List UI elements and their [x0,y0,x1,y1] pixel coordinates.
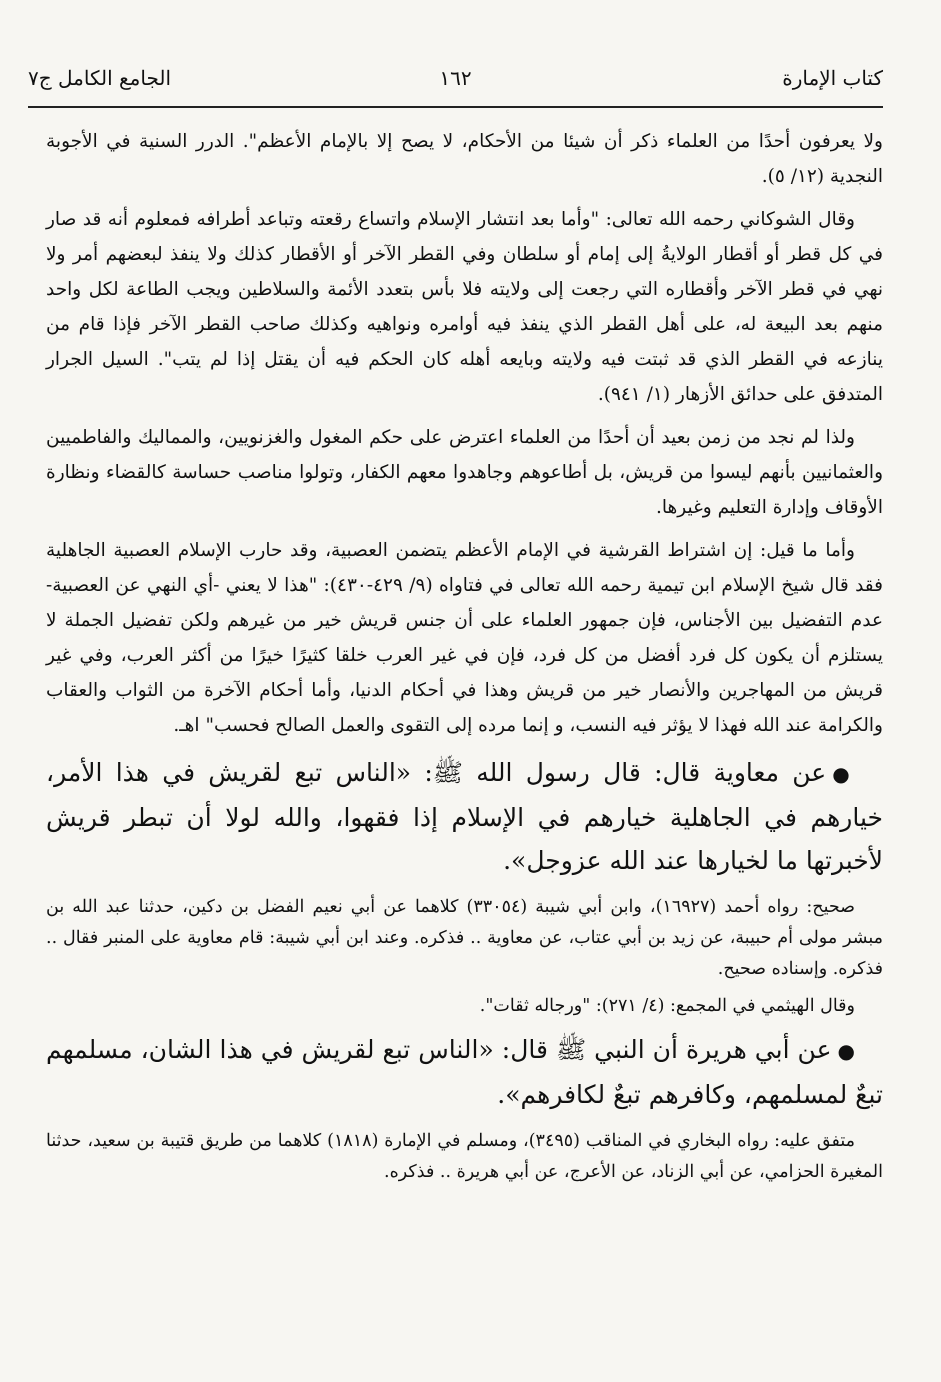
page-header [28,58,883,104]
hadith-1-text: عن معاوية قال: قال رسول الله ﷺ: «الناس تبع لقريش في هذا الأمر، خيارهم في الجاهلية خيارهم في الإسلام إذا فقهوا، والله لولا أن تبطر قريش لأخبرتها ما لخيارها عند الله عزوجل». [46,758,883,875]
header-rule [28,106,883,108]
book-title: كتاب الإمارة [782,66,883,90]
page-body [46,124,883,1194]
paragraph-3: ولذا لم نجد من زمن بعيد أن أحدًا من العلماء اعترض على حكم المغول والغزنويين، والمماليك والفاطميين والعثمانيين بأنهم ليسوا من قريش، بل أطاعوهم وجاهدوا معهم الكفار، وتولوا مناصب حساسة كالقضاء ونظارة الأوقاف وإدارة التعليم وغيرها. [46,427,883,518]
volume-title: الجامع الكامل ج٧ [28,66,172,90]
takhrij-2: متفق عليه: رواه البخاري في المناقب (٣٤٩٥)، ومسلم في الإمارة (١٨١٨) كلاهما من طريق قتيبة بن سعيد، حدثنا المغيرة الحزامي، عن أبي الزناد، عن الأعرج، عن أبي هريرة .. فذكره. [46,1131,883,1182]
hadith-1 [46,751,883,882]
paragraph-4: وأما ما قيل: إن اشتراط القرشية في الإمام الأعظم يتضمن العصبية، وقد حارب الإسلام العصبية الجاهلية فقد قال شيخ الإسلام ابن تيمية رحمه الله تعالى في فتاواه (٩/ ٤٢٩-٤٣٠): "هذا لا يعني -أي النهي عن العصبية- عدم التفضيل بين الأجناس، فإن جمهور العلماء على أن جنس قريش خير من غيرهم ولكن تفضيل الجملة لا يستلزم أن يكون كل فرد أفضل من كل فرد، فإن في غير العرب خلقا كثيرًا خيرًا من أكثر العرب، وفي غير قريش من المهاجرين والأنصار خير من قريش وهذا في أحكام الدنيا، وأما أحكام الآخرة من الثواب والعقاب والكرامة عند الله فهذا لا يؤثر فيه النسب، و إنما مرده إلى التقوى والعمل الصالح فحسب" اهـ. [46,540,883,736]
hadith-2 [46,1028,883,1116]
paragraph-2: وقال الشوكاني رحمه الله تعالى: "وأما بعد انتشار الإسلام واتساع رقعته وتباعد أطرافه فمعلوم أنه قد صار في كل قطر أو أقطار الولايةُ إلى إمام أو سلطان وفي القطر الآخر أو الأقطار كذلك ولا ينفذ لبعضهم أمر ولا نهي في قطر الآخر وأقطاره التي رجعت إلى ولايته فلا بأس بتعدد الأئمة والسلاطين ويجب الطاعة لكل واحد منهم بعد البيعة له، على أهل القطر الذي ينفذ فيه أوامره ونواهيه وكذلك صاحب القطر الآخر فإذا قام من ينازعه في القطر الذي قد ثبتت فيه ولايته وبايعه أهله كان الحكم فيه أن يقتل إذا لم يتب". السيل الجرار المتدفق على حدائق الأزهار (١/ ٩٤١). [46,209,883,405]
bullet-icon: ● [837,1039,855,1063]
hadith-2-text: عن أبي هريرة أن النبي ﷺ قال: «الناس تبع لقريش في هذا الشان، مسلمهم تبعٌ لمسلمهم، وكافرهم تبعٌ لكافرهم». [46,1035,883,1109]
page-number: ١٦٢ [439,66,472,90]
takhrij-1: صحيح: رواه أحمد (١٦٩٢٧)، وابن أبي شيبة (٣٣٠٥٤) كلاهما عن أبي نعيم الفضل بن دكين، حدثنا عبد الله بن مبشر مولى أم حبيبة، عن زيد بن أبي عتاب، عن معاوية .. فذكره. وعند ابن أبي شيبة: قام معاوية على المنبر فقال .. فذكره. وإسناده صحيح. [46,897,883,979]
paragraph-1: ولا يعرفون أحدًا من العلماء ذكر أن شيئا من الأحكام، لا يصح إلا بالإمام الأعظم". الدرر السنية في الأجوبة النجدية (١٢/ ٥). [46,131,883,187]
takhrij-1-note: وقال الهيثمي في المجمع: (٤/ ٢٧١): "ورجاله ثقات". [479,996,855,1016]
bullet-icon: ● [832,762,855,786]
